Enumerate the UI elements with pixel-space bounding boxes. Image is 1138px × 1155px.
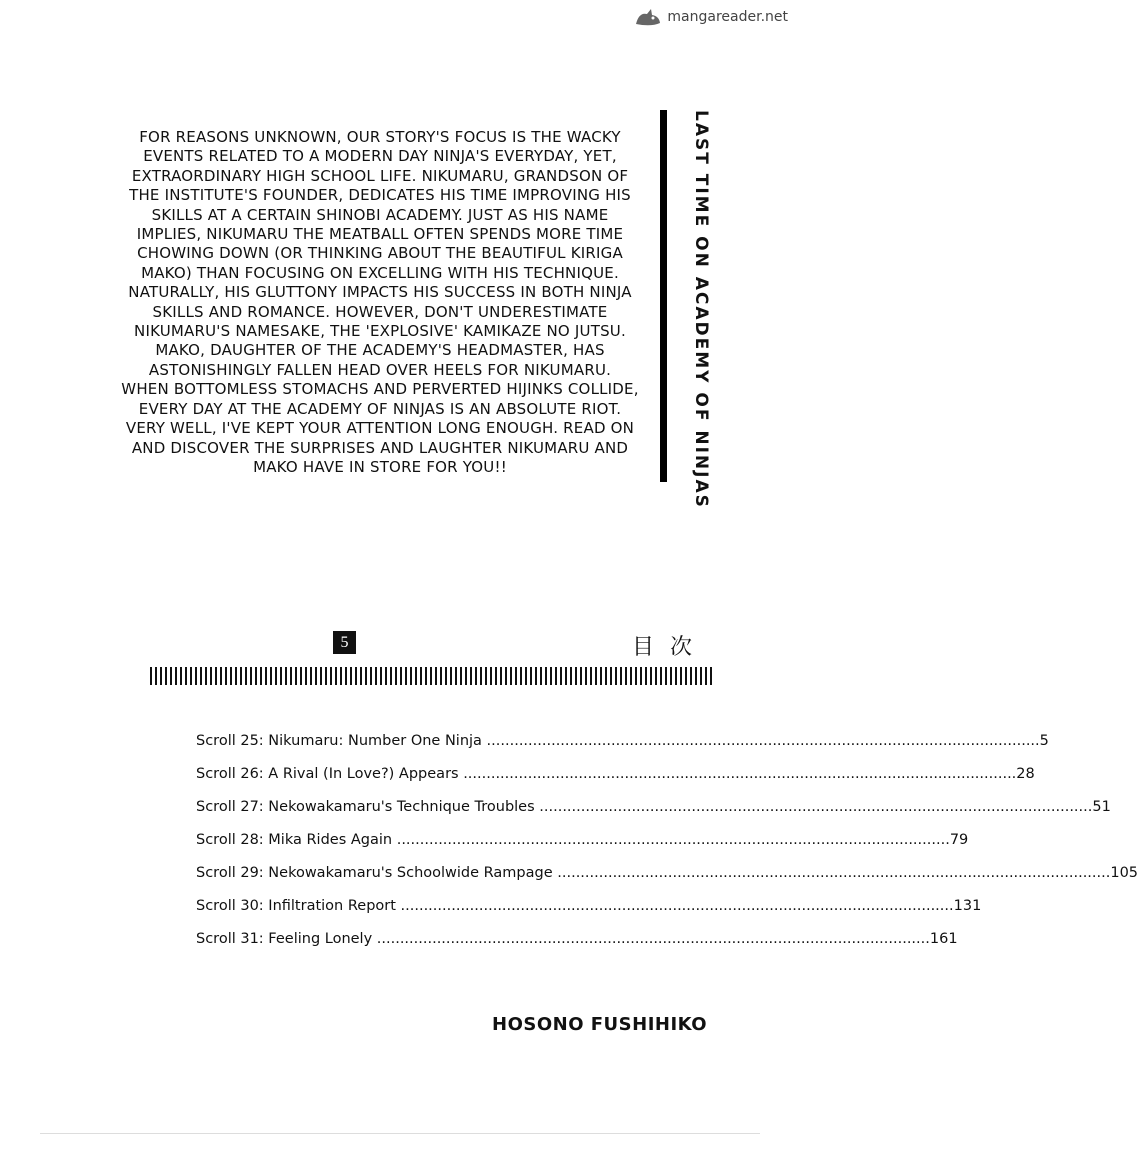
toc-entry-page: 161: [929, 931, 958, 947]
toc-entry: [196, 733, 1049, 766]
recap-line: ASTONISHINGLY FALLEN HEAD OVER HEELS FOR NIKUMARU.: [148, 360, 612, 379]
toc-entry-title: Scroll 27: Nekowakamaru's Technique Troubles ........................................................................................................................: [196, 799, 1093, 815]
toc-entry-title: Scroll 25: Nikumaru: Number One Ninja ........................................................................................................................: [196, 733, 1040, 749]
toc-entry-title: Scroll 30: Infiltration Report ........................................................................................................................: [196, 898, 954, 914]
recap-line: SKILLS AT A CERTAIN SHINOBI ACADEMY. JUST AS HIS NAME: [151, 205, 609, 224]
watermark-text: mangareader.net: [667, 9, 788, 25]
recap-line: FOR REASONS UNKNOWN, OUR STORY'S FOCUS IS THE WACKY: [139, 128, 621, 146]
recap-line: EXTRAORDINARY HIGH SCHOOL LIFE. NIKUMARU, GRANDSON OF: [131, 166, 629, 185]
toc-entry-page: 105: [1110, 865, 1138, 881]
tick-rule-divider: [150, 667, 714, 685]
recap-text: [110, 128, 650, 477]
toc-entry-page: 79: [949, 832, 969, 848]
recap-line: MAKO, DAUGHTER OF THE ACADEMY'S HEADMASTER, HAS: [155, 341, 605, 360]
cat-logo-icon: [633, 6, 663, 28]
toc-entry: [196, 865, 1138, 898]
recap-divider-bar: [660, 110, 667, 482]
recap-line: EVERY DAY AT THE ACADEMY OF NINJAS IS AN ABSOLUTE RIOT.: [138, 399, 622, 418]
recap-line: NIKUMARU'S NAMESAKE, THE 'EXPLOSIVE' KAMIKAZE NO JUTSU.: [134, 322, 626, 341]
author-name: HOSONO FUSHIHIKO: [492, 1014, 708, 1035]
toc-list: [196, 733, 1138, 964]
toc-entry: [196, 931, 958, 964]
toc-entry: [196, 898, 982, 931]
toc-entry-title: Scroll 26: A Rival (In Love?) Appears ........................................................................................................................: [196, 766, 1017, 782]
toc-heading: 目次: [632, 635, 709, 660]
toc-entry-title: Scroll 29: Nekowakamaru's Schoolwide Rampage ........................................................................................................................: [196, 865, 1111, 881]
recap-line: NATURALLY, HIS GLUTTONY IMPACTS HIS SUCCESS IN BOTH NINJA: [128, 283, 632, 302]
recap-line: MAKO) THAN FOCUSING ON EXCELLING WITH HIS TECHNIQUE.: [141, 263, 619, 282]
page-bottom-rule: [40, 1133, 760, 1134]
recap-line: SKILLS AND ROMANCE. HOWEVER, DON'T UNDERESTIMATE: [152, 302, 608, 321]
toc-entry-title: Scroll 31: Feeling Lonely ........................................................................................................................: [196, 931, 930, 947]
toc-entry-page: 131: [953, 898, 982, 914]
toc-entry-page: 51: [1092, 799, 1111, 815]
recap-side-title: LAST TIME ON ACADEMY OF NINJAS: [691, 110, 711, 509]
recap-line: CHOWING DOWN (OR THINKING ABOUT THE BEAUTIFUL KIRIGA: [137, 244, 623, 263]
toc-entry: [196, 832, 969, 865]
recap-line: WHEN BOTTOMLESS STOMACHS AND PERVERTED HIJINKS COLLIDE,: [121, 380, 639, 399]
volume-number-badge: 5: [333, 631, 356, 654]
toc-entry-title: Scroll 28: Mika Rides Again ........................................................................................................................: [196, 832, 950, 848]
recap-line: IMPLIES, NIKUMARU THE MEATBALL OFTEN SPENDS MORE TIME: [136, 225, 624, 244]
toc-entry: [196, 766, 1035, 799]
watermark: [633, 6, 788, 28]
recap-line: MAKO HAVE IN STORE FOR YOU!!: [253, 457, 507, 476]
toc-entry: [196, 799, 1111, 832]
recap-line: EVENTS RELATED TO A MODERN DAY NINJA'S EVERYDAY, YET,: [143, 147, 617, 166]
recap-line: AND DISCOVER THE SURPRISES AND LAUGHTER NIKUMARU AND: [131, 438, 629, 457]
recap-line: THE INSTITUTE'S FOUNDER, DEDICATES HIS TIME IMPROVING HIS: [129, 186, 631, 205]
toc-entry-page: 5: [1039, 733, 1049, 749]
recap-line: VERY WELL, I'VE KEPT YOUR ATTENTION LONG ENOUGH. READ ON: [125, 419, 635, 438]
toc-entry-page: 28: [1016, 766, 1035, 782]
